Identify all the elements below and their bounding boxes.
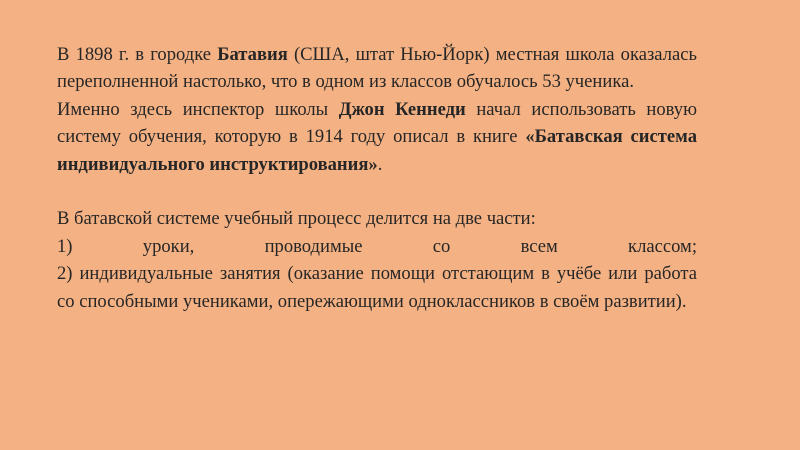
p2-bold-book-title: «Батавская система индивидуального инструктирования»	[57, 126, 697, 175]
list-item-2	[57, 260, 697, 315]
p1-bold-batavia: Батавия	[217, 44, 288, 65]
p1-text-2: (США, штат Нью-Йорк) местная школа оказалась переполненной настолько, что в одном из классов обучалось 53 ученика.	[57, 44, 697, 93]
p3-item-1: 1) уроки, проводимые со всем классом;	[57, 235, 697, 257]
p2-text-2: начал использовать новую систему обучения, которую в 1914 году описал в книге	[57, 98, 697, 148]
paragraph-intro	[57, 205, 697, 232]
list-item-1	[57, 233, 697, 260]
paragraph-batavia-history	[57, 41, 697, 96]
p3-intro: В батавской системе учебный процесс делится на две части:	[57, 208, 536, 230]
p1-text-1: В 1898 г. в городке	[57, 44, 218, 65]
p2-text-3: .	[377, 153, 383, 175]
paragraph-spacer	[57, 178, 697, 205]
p2-bold-kennedy: Джон Кеннеди	[338, 98, 466, 120]
slide-text	[57, 41, 697, 315]
p2-text-1: Именно здесь инспектор школы	[57, 98, 339, 120]
p3-item-2: 2) индивидуальные занятия (оказание помощи отстающим в учёбе или работа со способными учениками, опережающими одноклассников в своём развитии).	[57, 263, 697, 312]
paragraph-kennedy	[57, 96, 697, 178]
